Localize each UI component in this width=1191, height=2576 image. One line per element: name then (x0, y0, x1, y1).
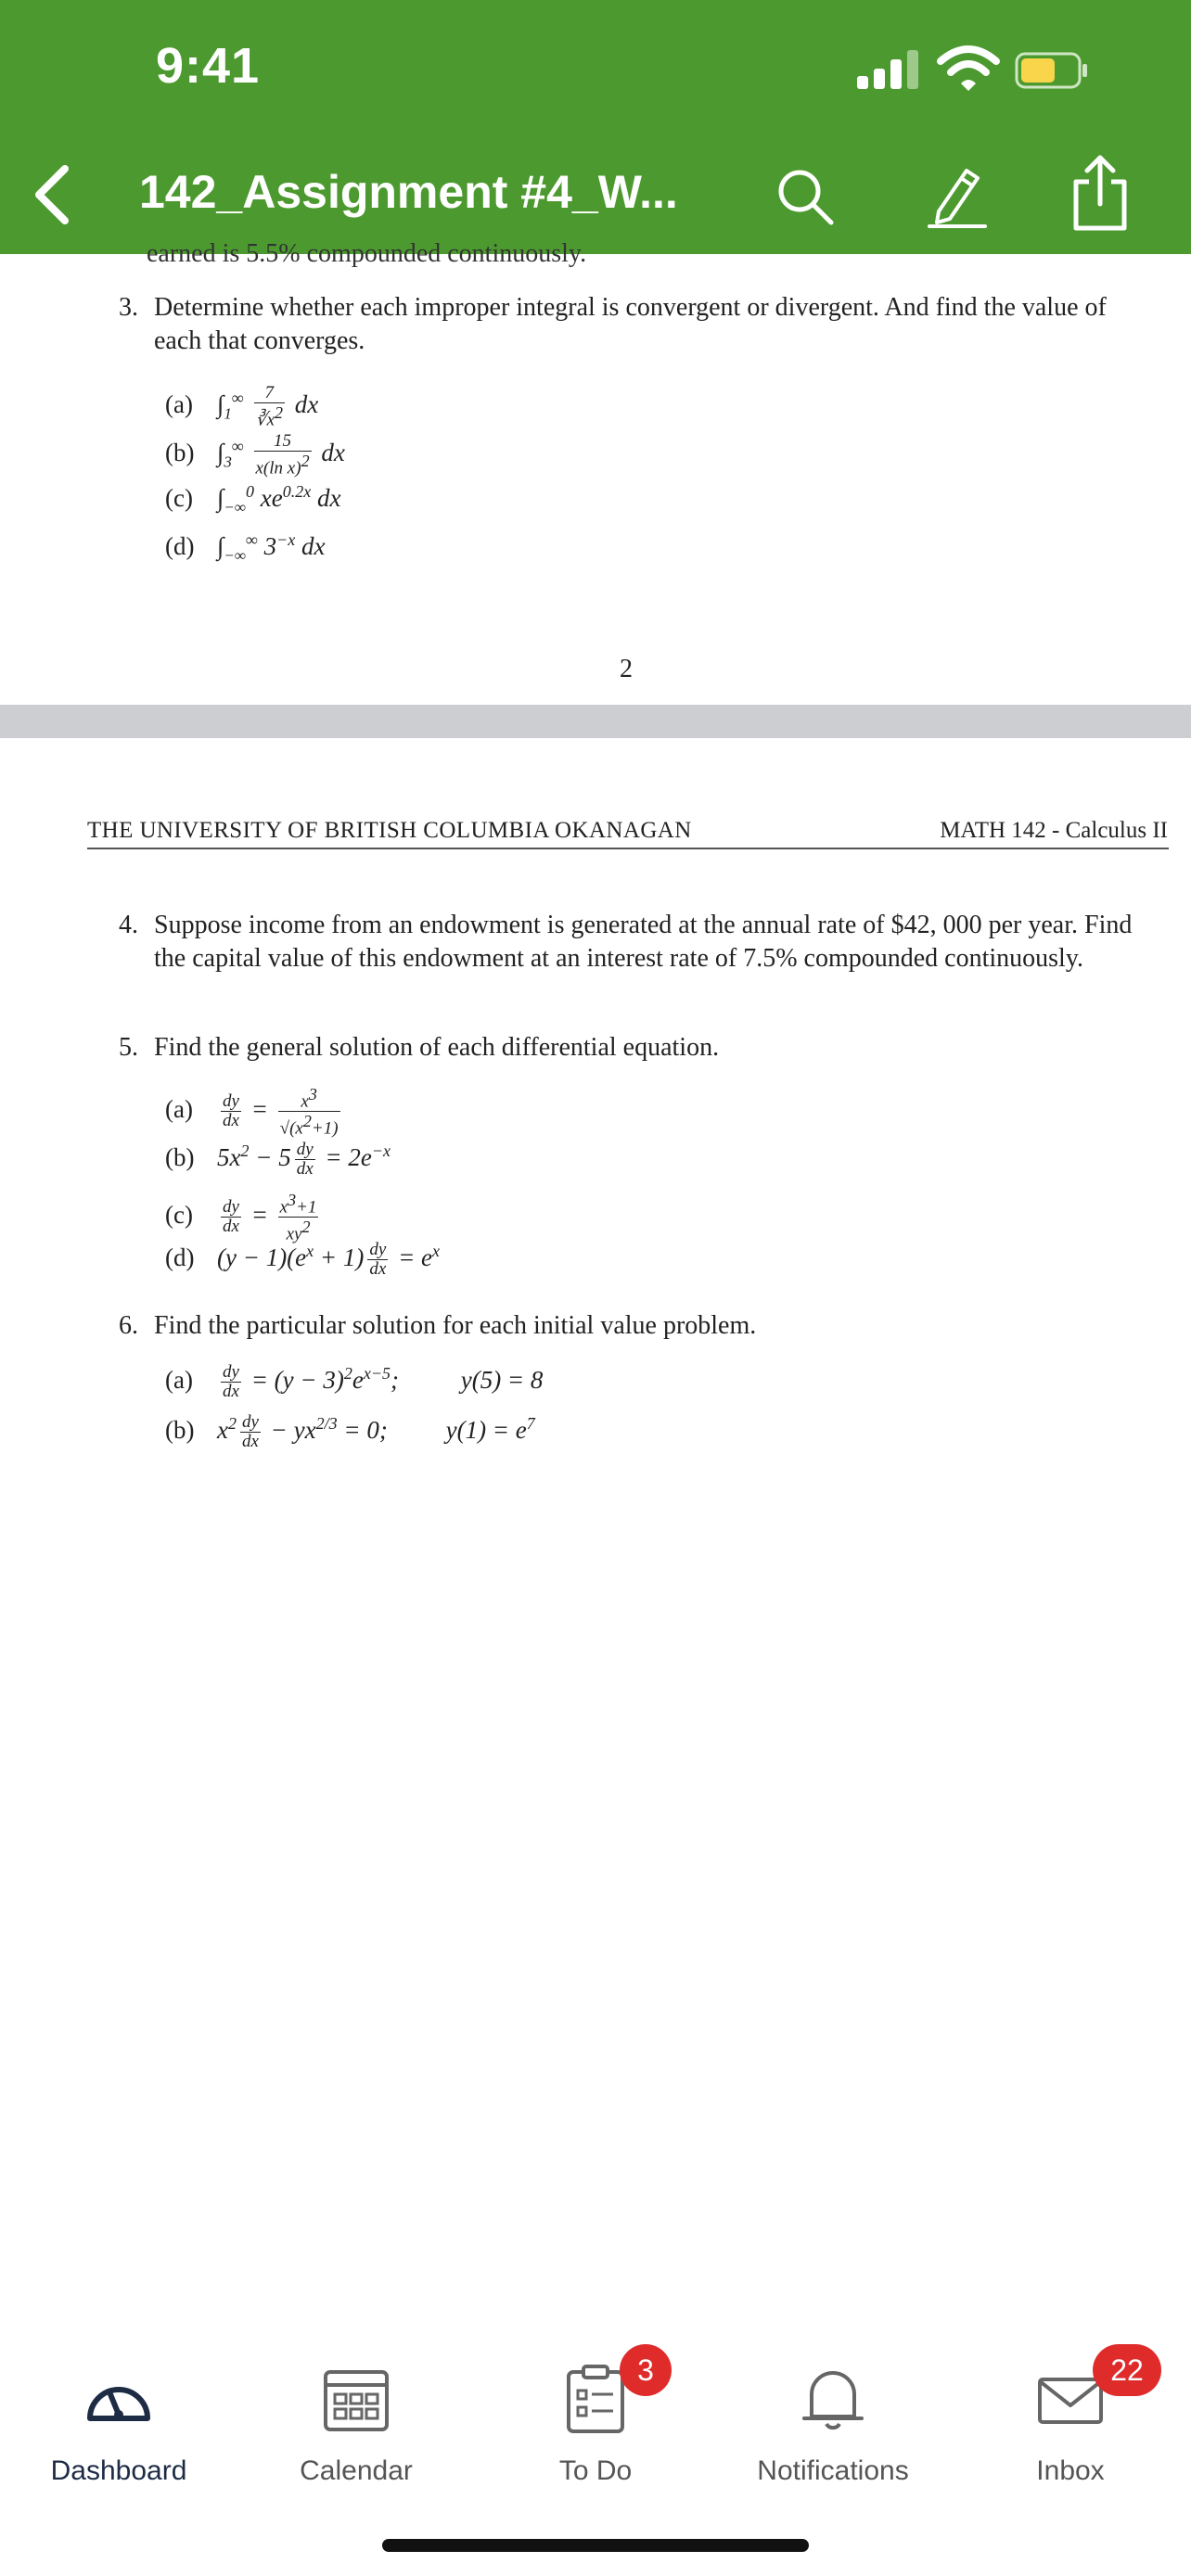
item-label: (b) (165, 1142, 195, 1171)
question-text: Suppose income from an endowment is generated at the annual rate of $42, 000 per year. Find the capital value of this endowment at an interest rate of 7.5% compounded continuously. (154, 911, 1133, 973)
item-label: (a) (165, 1095, 193, 1124)
tab-label: Inbox (1036, 2455, 1105, 2486)
question-number: 4. (119, 911, 138, 939)
initial-condition-exponent: 7 (526, 1413, 535, 1433)
item-label: (c) (165, 484, 193, 512)
back-chevron-icon[interactable] (26, 161, 78, 228)
item-label: (b) (165, 438, 195, 466)
question-text: Determine whether each improper integral is convergent or divergent. And find the value of each that converges. (154, 293, 1107, 355)
cellular-signal-icon (855, 48, 922, 91)
question-5d: (d) $(y - 1)(e^x + 1)$ $\frac{dy}{dx}$ = $e^x$ (165, 1240, 441, 1279)
battery-icon (1015, 52, 1089, 89)
question-3b: (b) $\int_3^\infty$ $\frac{15}{x(\ln x)^2}$ dx (165, 431, 345, 478)
bottom-tab-bar (0, 2313, 1191, 2576)
dashboard-gauge-icon (83, 2363, 155, 2435)
tab-label: Notifications (757, 2455, 909, 2486)
cutoff-text-line: earned is 5.5% compounded continuously. (147, 239, 587, 268)
question-3c: (c) $\int_{-\infty}^0$ $xe^{0.2x}$ dx (165, 482, 341, 516)
tab-notifications[interactable] (731, 2363, 935, 2487)
status-time: 9:41 (156, 38, 261, 94)
status-bar (0, 0, 1191, 139)
home-indicator[interactable] (382, 2539, 809, 2552)
pdf-document-view[interactable] (0, 239, 1191, 2313)
search-icon[interactable] (770, 161, 840, 232)
page-header-course: MATH 142 - Calculus II (940, 818, 1168, 843)
tab-label: To Do (558, 2455, 633, 2486)
initial-condition: y(1) = e (445, 1415, 527, 1444)
item-label: (a) (165, 1365, 193, 1394)
question-number: 6. (119, 1311, 138, 1340)
tab-label: Calendar (300, 2455, 413, 2486)
item-label: (b) (165, 1415, 195, 1444)
header-rule (87, 848, 1169, 849)
item-label: (d) (165, 1243, 195, 1271)
page-header-university: THE UNIVERSITY OF BRITISH COLUMBIA OKANAGAN (87, 818, 692, 843)
item-label: (d) (165, 532, 195, 560)
question-text: Find the particular solution for each initial value problem. (154, 1311, 757, 1340)
annotate-pencil-icon[interactable] (920, 158, 994, 232)
tab-label: Dashboard (50, 2455, 187, 2486)
item-label: (c) (165, 1201, 193, 1230)
question-3a: (a) $\int_1^\infty$ $\frac{7}{∛x^2}$ dx (165, 383, 319, 430)
question-number: 3. (119, 293, 138, 322)
bell-icon (797, 2363, 869, 2435)
question-6b: (b) $x^2$ $\frac{dy}{dx}$ − $yx^{2/3} = 0$; $y(1) = e^7$ (165, 1412, 535, 1451)
question-6a: (a) $\frac{dy}{dx}$ = $(y - 3)^2e^{x-5}$; y(5) = 8 (165, 1362, 544, 1401)
question-text: Find the general solution of each differential equation. (154, 1033, 720, 1062)
tab-dashboard[interactable] (17, 2363, 221, 2487)
question-5c: (c) $\frac{dy}{dx}$ = $\frac{x^3+1}{xy^2}$ (165, 1191, 317, 1244)
tab-inbox[interactable] (968, 2353, 1172, 2487)
tab-todo[interactable] (493, 2353, 698, 2487)
question-3d: (d) $\int_{-\infty}^\infty$ $3^{-x}$ dx (165, 530, 326, 565)
calendar-icon (320, 2363, 392, 2435)
share-icon[interactable] (1065, 152, 1135, 234)
todo-count-badge: 3 (620, 2344, 672, 2396)
item-label: (a) (165, 389, 193, 418)
page-separator (0, 705, 1191, 738)
initial-condition: y(5) = 8 (460, 1365, 544, 1394)
question-number: 5. (119, 1033, 138, 1062)
page-number: 2 (620, 655, 633, 683)
question-5a: (a) $\frac{dy}{dx}$ = $\frac{x^3}{√(x^2+1)}$ (165, 1085, 339, 1139)
tab-calendar[interactable] (254, 2363, 458, 2487)
document-title: 142_Assignment #4_W... (139, 166, 678, 218)
wifi-icon (937, 45, 1000, 93)
inbox-count-badge: 22 (1093, 2344, 1161, 2396)
question-5b: (b) $5x^2 - 5$ $\frac{dy}{dx}$ = $2e^{-x}$ (165, 1140, 391, 1179)
